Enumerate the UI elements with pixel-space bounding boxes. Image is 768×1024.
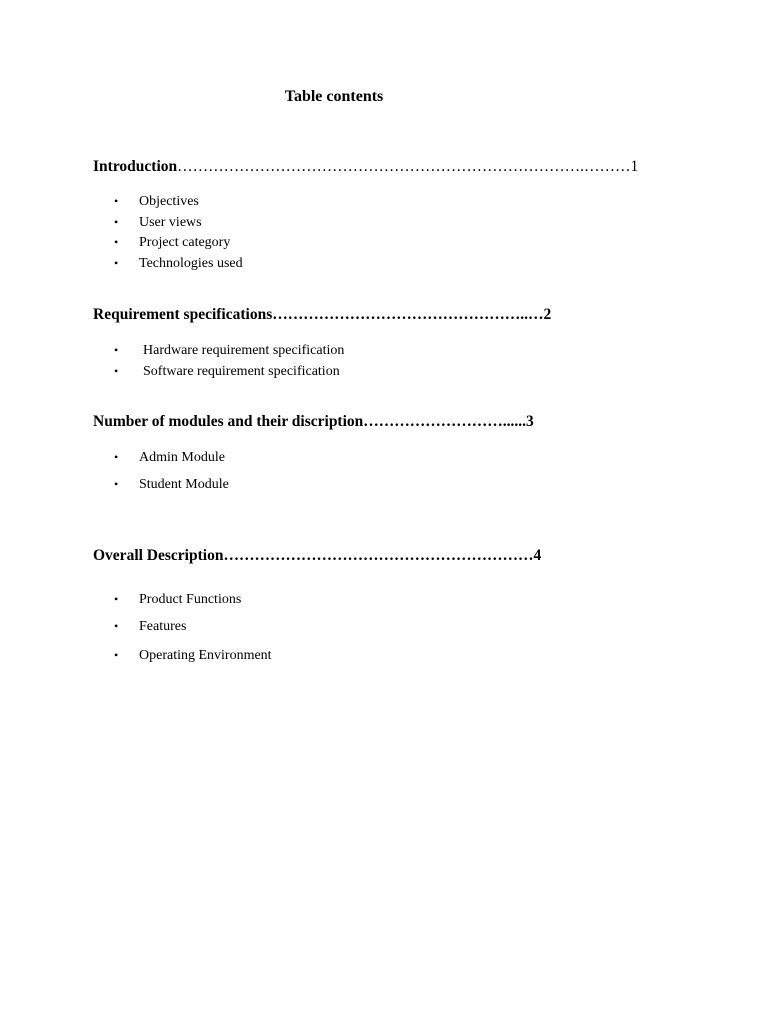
bullet-icon: • (114, 364, 119, 378)
list-item-label: Hardware requirement specification (143, 343, 345, 358)
heading-title: Introduction (93, 158, 178, 175)
leader-dots: …………………………………………………… (223, 547, 534, 564)
list-item-label: Project category (139, 235, 231, 250)
list-item (114, 617, 186, 636)
list-item-label: Technologies used (139, 256, 243, 271)
page-number: 2 (543, 306, 552, 323)
list-item (114, 341, 344, 360)
bullet-icon: • (114, 592, 119, 606)
list-item-label: Operating Environment (139, 648, 272, 663)
page-number: 3 (526, 413, 534, 430)
bullet-icon: • (114, 450, 119, 464)
list-item (114, 233, 230, 252)
bullet-icon: • (114, 343, 119, 357)
toc-heading-introduction[interactable] (93, 157, 638, 177)
page-title: Table contents (284, 88, 384, 105)
toc-heading-requirement-specifications[interactable] (93, 305, 551, 325)
list-item (114, 213, 202, 232)
list-item (114, 362, 340, 381)
bullet-icon: • (114, 256, 119, 270)
list-item (114, 590, 241, 609)
bullet-icon: • (114, 194, 119, 208)
list-item-label: Objectives (139, 194, 199, 209)
leader-dots: …………………………………………..… (272, 306, 544, 323)
toc-heading-modules[interactable] (93, 412, 534, 432)
list-item-label: Student Module (139, 477, 229, 492)
list-item (114, 475, 229, 494)
heading-title: Requirement specifications (93, 306, 273, 323)
list-item (114, 646, 272, 665)
list-item-label: Features (139, 619, 187, 634)
list-item-label: Software requirement specification (143, 364, 340, 379)
list-item (114, 192, 199, 211)
toc-heading-overall-description[interactable] (93, 546, 541, 566)
page-number: 1 (630, 158, 639, 175)
list-item-label: User views (139, 215, 202, 230)
bullet-icon: • (114, 648, 119, 662)
list-item (114, 448, 225, 467)
heading-title: Number of modules and their discription (93, 413, 364, 430)
bullet-icon: • (114, 477, 119, 491)
leader-dots: …………………………………………………………………….……… (177, 158, 631, 175)
leader-dots: ………………………...... (363, 413, 527, 430)
page-number: 4 (533, 547, 542, 564)
bullet-icon: • (114, 235, 119, 249)
list-item-label: Product Functions (139, 592, 242, 607)
list-item-label: Admin Module (139, 450, 225, 465)
heading-title: Overall Description (93, 547, 224, 564)
bullet-icon: • (114, 215, 119, 229)
bullet-icon: • (114, 619, 119, 633)
list-item (114, 254, 243, 273)
